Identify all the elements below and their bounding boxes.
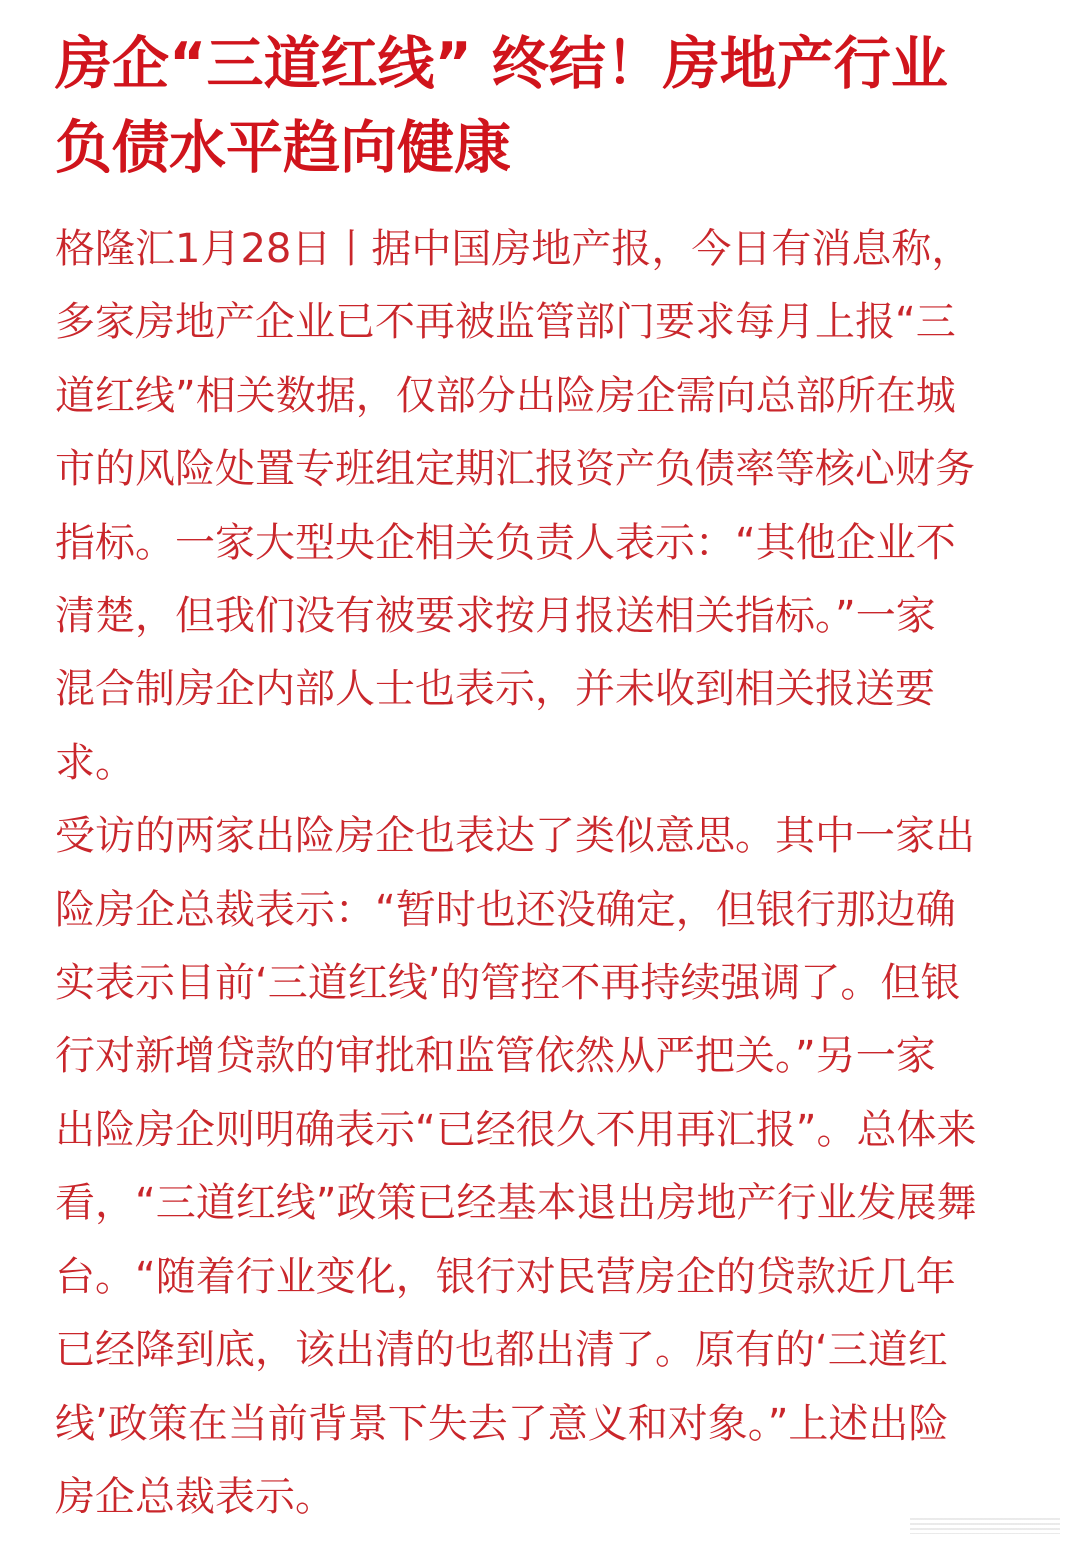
paragraph-line: 房企总裁表示。 bbox=[55, 1473, 335, 1520]
paragraph-line: 多家房地产企业已不再被监管部门要求每月上报“三 bbox=[55, 299, 956, 346]
paragraph-line: 混合制房企内部人士也表示，并未收到相关报送要 bbox=[55, 666, 935, 713]
paragraph-line: 出险房企则明确表示“已经很久不用再汇报”。总体来 bbox=[55, 1106, 977, 1153]
watermark bbox=[910, 1518, 1060, 1534]
paragraph-line: 市的风险处置专班组定期汇报资产负债率等核心财务 bbox=[55, 446, 975, 493]
paragraph-line: 实表示目前‘三道红线’的管控不再持续强调了。但银 bbox=[55, 960, 961, 1007]
paragraph-line: 格隆汇1月28日丨据中国房地产报，今日有消息称， bbox=[55, 226, 972, 272]
paragraph-line: 求。 bbox=[55, 739, 135, 786]
paragraph bbox=[55, 800, 976, 1534]
article-title bbox=[55, 22, 948, 190]
paragraph-line: 看，“三道红线”政策已经基本退出房地产行业发展舞 bbox=[55, 1180, 977, 1227]
paragraph-line: 指标。一家大型央企相关负责人表示：“其他企业不 bbox=[55, 519, 956, 566]
paragraph-line: 已经降到底，该出清的也都出清了。原有的‘三道红 bbox=[55, 1327, 948, 1374]
paragraph-line: 行对新增贷款的审批和监管依然从严把关。”另一家 bbox=[55, 1033, 936, 1080]
article-body bbox=[55, 213, 976, 1534]
paragraph-line: 险房企总裁表示：“暂时也还没确定，但银行那边确 bbox=[55, 886, 956, 933]
title-line: 房企“三道红线” 终结！房地产行业 bbox=[55, 31, 948, 97]
paragraph-line: 线’政策在当前背景下失去了意义和对象。”上述出险 bbox=[55, 1400, 949, 1447]
paragraph-line: 台。“随着行业变化，银行对民营房企的贷款近几年 bbox=[55, 1253, 956, 1300]
paragraph-line: 道红线”相关数据，仅部分出险房企需向总部所在城 bbox=[55, 372, 956, 419]
paragraph-line: 受访的两家出险房企也表达了类似意思。其中一家出 bbox=[55, 813, 975, 860]
paragraph bbox=[55, 213, 976, 800]
paragraph-line: 清楚，但我们没有被要求按月报送相关指标。”一家 bbox=[55, 593, 936, 640]
title-line: 负债水平趋向健康 bbox=[55, 115, 511, 181]
